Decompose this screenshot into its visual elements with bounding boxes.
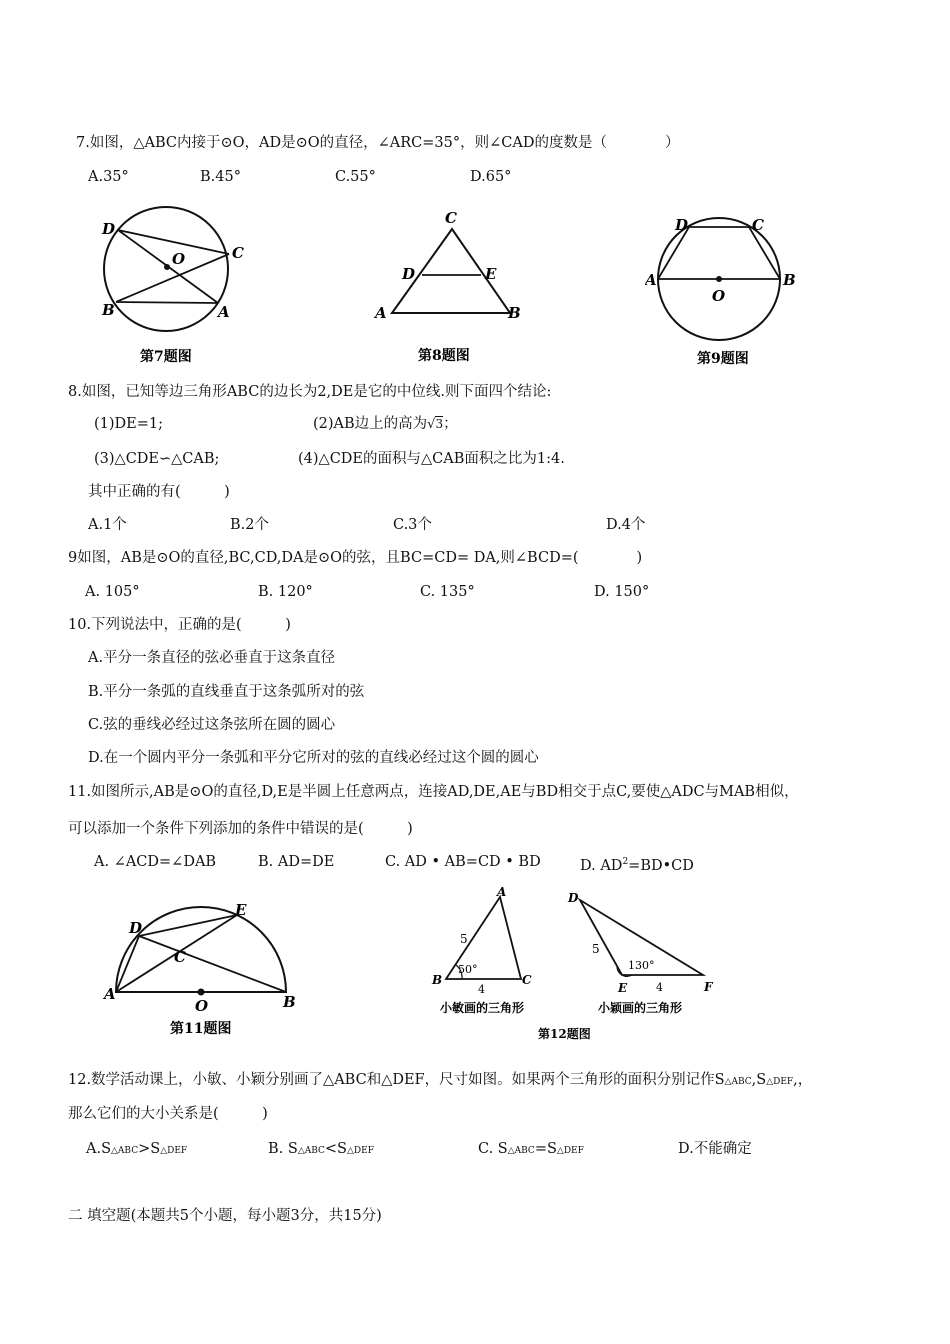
fig12-label-f: F — [704, 980, 713, 994]
fig12-right-angle: 130° — [628, 959, 655, 972]
figure-8 — [370, 205, 530, 370]
q12-option-d: D.不能确定 — [678, 1141, 752, 1157]
q12-option-b — [268, 1139, 374, 1161]
q12-sub-def: △DEF — [766, 1077, 794, 1087]
fig7-label-a: A — [218, 303, 230, 321]
fig11-label-o: O — [195, 997, 209, 1015]
q12-option-a — [86, 1139, 187, 1161]
figure-12 — [420, 885, 720, 1045]
q8-c2-end: ； — [443, 416, 458, 432]
q11-option-b: B. AD=DE — [258, 854, 335, 870]
fig7-line-ba — [116, 302, 218, 303]
q8-c2-radicand: 3 — [435, 417, 444, 431]
fig9-label-a: A — [645, 271, 657, 289]
figure-9 — [645, 205, 805, 375]
fig11-label-d: D — [129, 919, 143, 937]
q12-option-c — [478, 1139, 584, 1161]
q8-conclusion-4: (4)△CDE的面积与△CAB面积之比为1:4. — [298, 451, 565, 467]
fig9-label-c: C — [752, 216, 764, 234]
fig11-line-de — [139, 915, 237, 936]
q8-stem: 8.如图，已知等边三角形ABC的边长为2,DE是它的中位线.则下面四个结论: — [68, 384, 552, 400]
q11-option-d — [580, 852, 694, 876]
fig12-left-angle: 50° — [458, 963, 478, 976]
q8-option-c: C.3个 — [393, 517, 432, 533]
q12-stem-line2: 那么它们的大小关系是( ) — [68, 1106, 268, 1122]
figure-7 — [90, 198, 260, 373]
fig9-center-dot — [716, 276, 722, 282]
q10-option-c: C.弦的垂线必经过这条弦所在圆的圆心 — [88, 717, 336, 733]
fig12-right-side-4: 4 — [656, 981, 663, 994]
fig12-caption: 第12题图 — [538, 1027, 591, 1041]
q8-option-a: A.1个 — [88, 517, 127, 533]
fig11-label-a: A — [104, 985, 116, 1003]
section-2-heading: 二 填空题(本题共5个小题，每小题3分，共15分) — [68, 1208, 382, 1224]
fig9-label-b: B — [783, 271, 796, 289]
fig7-label-o: O — [172, 250, 186, 268]
fig9-chord-da — [658, 227, 689, 279]
q12-stem-line1 — [68, 1070, 812, 1092]
fig12-right-side-5: 5 — [592, 942, 600, 956]
fig8-caption: 第8题图 — [418, 348, 470, 364]
sqrt-symbol: √ — [427, 417, 436, 432]
fig12-left-side-4: 4 — [478, 983, 485, 996]
q7-option-d: D.65° — [470, 169, 512, 185]
q8-c2-text: (2)AB边上的高为 — [313, 416, 428, 432]
q12-optb-sub2: △DEF — [347, 1146, 374, 1156]
fig7-center-dot — [164, 264, 170, 270]
q12-stem-text: 12.数学活动课上，小敏、小颖分别画了△ABC和△DEF，尺寸如图。如果两个三角形的面积分别记作S — [68, 1072, 725, 1088]
q12-optb-sub1: △ABC — [297, 1146, 325, 1156]
fig11-caption: 第11题图 — [170, 1021, 232, 1037]
fig9-chord-bc — [749, 227, 780, 279]
q10-option-b: B.平分一条弧的直线垂直于这条弧所对的弦 — [88, 684, 365, 700]
q9-option-a: A. 105° — [85, 584, 140, 600]
q12-optb-op: <S — [324, 1141, 347, 1157]
q7-option-c: C.55° — [335, 169, 376, 185]
fig9-label-d: D — [675, 216, 689, 234]
fig7-label-d: D — [102, 220, 116, 238]
fig11-line-ad — [116, 936, 139, 992]
q9-option-d: D. 150° — [594, 584, 650, 600]
fig8-label-a: A — [375, 304, 387, 322]
fig9-label-o: O — [712, 287, 726, 305]
fig8-label-c: C — [445, 209, 457, 227]
fig8-label-d: D — [402, 265, 416, 283]
q11-option-c: C. AD • AB=CD • BD — [385, 854, 541, 870]
q11-optd-sup: 2 — [622, 857, 629, 867]
figure-11 — [100, 893, 305, 1043]
q8-conclusion-1: (1)DE=1; — [94, 416, 164, 432]
q11-stem-line1: 11.如图所示,AB是⊙O的直径,D,E是半圆上任意两点，连接AD,DE,AE与BD相交于点C,要使△ADC与MAB相似， — [68, 784, 799, 800]
fig12-left-name: 小敏画的三角形 — [440, 1001, 525, 1015]
q8-option-d: D.4个 — [606, 517, 646, 533]
q10-option-a: A.平分一条直径的弦必垂直于这条直径 — [88, 650, 336, 666]
q10-option-d: D.在一个圆内平分一条弧和平分它所对的弦的直线必经过这个圆的圆心 — [88, 750, 539, 766]
fig9-caption: 第9题图 — [697, 351, 749, 367]
q12-opta-s: A.S — [86, 1141, 112, 1157]
q10-stem: 10.下列说法中，正确的是( ) — [68, 617, 291, 633]
q7-option-b: B.45° — [200, 169, 241, 185]
q12-stem-end: ,， — [793, 1072, 813, 1088]
fig11-center-dot — [198, 989, 205, 996]
fig12-label-b: B — [432, 973, 443, 987]
q12-opta-sub1: △ABC — [111, 1146, 139, 1156]
q12-optb-s: B. S — [268, 1141, 298, 1157]
q9-option-b: B. 120° — [258, 584, 313, 600]
fig8-label-b: B — [508, 304, 521, 322]
q8-conclusion-2 — [313, 414, 458, 435]
fig7-label-c: C — [232, 244, 244, 262]
fig11-label-e: E — [235, 901, 247, 919]
fig12-right-name: 小颖画的三角形 — [598, 1001, 683, 1015]
fig12-label-d: D — [568, 891, 579, 905]
q11-optd-text: D. AD — [580, 857, 623, 874]
q11-option-a: A. ∠ACD=∠DAB — [94, 854, 217, 870]
q7-stem: 7.如图，△ABC内接于⊙O，AD是⊙O的直径，∠ARC=35°，则∠CAD的度数是（ ） — [76, 135, 680, 151]
q12-sub-abc: △ABC — [724, 1077, 752, 1087]
fig12-label-e: E — [618, 981, 628, 995]
fig11-label-c: C — [174, 948, 186, 966]
fig7-label-b: B — [102, 301, 115, 319]
fig12-label-c: C — [522, 973, 532, 987]
q8-ask: 其中正确的有( ) — [88, 484, 230, 500]
q9-option-c: C. 135° — [420, 584, 475, 600]
q8-option-b: B.2个 — [230, 517, 269, 533]
q7-option-a: A.35° — [88, 169, 129, 185]
fig7-caption: 第7题图 — [140, 349, 192, 365]
q12-optc-sub2: △DEF — [556, 1146, 584, 1156]
q8-conclusion-3: (3)△CDE∽△CAB; — [94, 451, 220, 467]
q12-optc-sub1: △ABC — [507, 1146, 535, 1156]
q12-comma: ,S — [751, 1072, 767, 1088]
fig12-label-a: A — [497, 885, 507, 899]
q9-stem: 9如图，AB是⊙O的直径,BC,CD,DA是⊙O的弦，且BC=CD= DA,则∠BCD=( ) — [68, 550, 643, 566]
q12-optc-s: C. S — [478, 1141, 508, 1157]
q12-opta-sub2: △DEF — [160, 1146, 188, 1156]
fig11-label-b: B — [283, 993, 296, 1011]
q11-optd-end: =BD•CD — [628, 857, 694, 874]
fig12-left-side-5: 5 — [460, 932, 468, 946]
q12-opta-op: >S — [138, 1141, 161, 1157]
fig8-label-e: E — [485, 265, 497, 283]
q11-stem-line2: 可以添加一个条件下列添加的条件中错误的是( ) — [68, 821, 413, 837]
q12-optc-op: =S — [534, 1141, 557, 1157]
